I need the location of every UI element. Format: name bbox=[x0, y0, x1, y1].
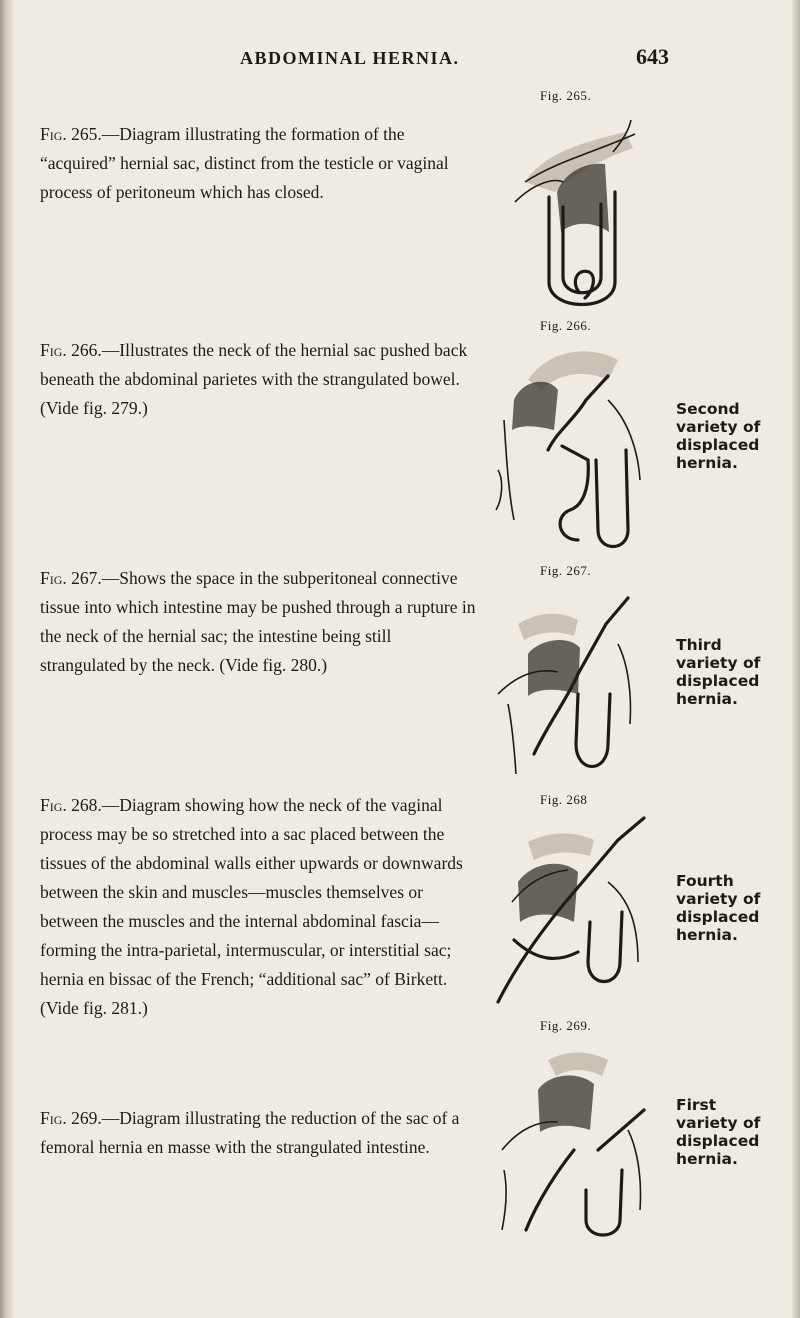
caption-fig-269 bbox=[40, 1104, 480, 1162]
caption-fig-number: Fig. 267. bbox=[40, 568, 102, 588]
side-label-line: variety of bbox=[676, 654, 761, 672]
caption-text: —Diagram illustrating the reduction of the sac of a femoral hernia en masse with the strangulated intestine. bbox=[40, 1108, 460, 1157]
side-label-line: hernia. bbox=[676, 690, 738, 708]
side-label-fig-269 bbox=[676, 1096, 786, 1168]
side-label-line: First bbox=[676, 1096, 717, 1114]
caption-fig-266 bbox=[40, 336, 480, 423]
hernial-sac-illustration-269 bbox=[478, 1040, 668, 1240]
side-label-fig-267 bbox=[676, 636, 786, 708]
figure-label-269: Fig. 269. bbox=[540, 1018, 592, 1033]
figure-label-267: Fig. 267. bbox=[540, 563, 592, 578]
side-label-line: variety of bbox=[676, 890, 761, 908]
side-label-line: Second bbox=[676, 400, 740, 418]
caption-text: —Shows the space in the subperitoneal connective tissue into which intestine may be pushed through a rupture in the neck of the hernial sac; the intestine being still strangulated by the neck. (Vide fig. 280.) bbox=[40, 568, 476, 675]
hernial-sac-illustration-267 bbox=[478, 584, 668, 784]
page-right-edge bbox=[792, 0, 800, 1318]
side-label-line: hernia. bbox=[676, 454, 738, 472]
side-label-line: displaced bbox=[676, 436, 760, 454]
caption-fig-number: Fig. 268. bbox=[40, 795, 102, 815]
caption-fig-268 bbox=[40, 791, 480, 1023]
running-head: ABDOMINAL HERNIA. bbox=[240, 48, 460, 68]
page-left-edge bbox=[0, 0, 14, 1318]
caption-text: —Diagram illustrating the formation of the “acquired” hernial sac, distinct from the testicle or vaginal process of peritoneum which has closed. bbox=[40, 124, 449, 202]
side-label-line: displaced bbox=[676, 908, 760, 926]
side-label-line: Fourth bbox=[676, 872, 734, 890]
side-label-line: Third bbox=[676, 636, 722, 654]
hernial-sac-illustration-265 bbox=[505, 112, 655, 317]
side-label-line: variety of bbox=[676, 1114, 761, 1132]
caption-text: —Diagram showing how the neck of the vaginal process may be so stretched into a sac placed between the tissues of the abdominal walls either upwards or downwards between the skin and muscles—muscles themselves or between the muscles and the internal abdominal fascia—forming the intra-parietal, intermuscular, or interstitial sac; hernia en bissac of the French; “additional sac” of Birkett. (Vide fig. 281.) bbox=[40, 795, 463, 1018]
caption-fig-number: Fig. 265. bbox=[40, 124, 102, 144]
caption-fig-267 bbox=[40, 564, 480, 680]
side-label-line: displaced bbox=[676, 672, 760, 690]
caption-fig-265 bbox=[40, 120, 480, 207]
caption-fig-number: Fig. 269. bbox=[40, 1108, 102, 1128]
caption-fig-number: Fig. 266. bbox=[40, 340, 102, 360]
figure-label-266: Fig. 266. bbox=[540, 318, 592, 333]
figure-label-268: Fig. 268 bbox=[540, 792, 588, 807]
caption-text: —Illustrates the neck of the hernial sac pushed back beneath the abdominal parietes with the strangulated bowel. (Vide fig. 279.) bbox=[40, 340, 468, 418]
side-label-line: variety of bbox=[676, 418, 761, 436]
side-label-line: displaced bbox=[676, 1132, 760, 1150]
page-number: 643 bbox=[636, 44, 669, 69]
side-label-fig-268 bbox=[676, 872, 786, 944]
figure-label-265: Fig. 265. bbox=[540, 88, 592, 103]
side-label-fig-266 bbox=[676, 400, 786, 472]
side-label-line: hernia. bbox=[676, 1150, 738, 1168]
side-label-line: hernia. bbox=[676, 926, 738, 944]
hernial-sac-illustration-268 bbox=[478, 812, 668, 1012]
hernial-sac-illustration-266 bbox=[478, 340, 668, 555]
